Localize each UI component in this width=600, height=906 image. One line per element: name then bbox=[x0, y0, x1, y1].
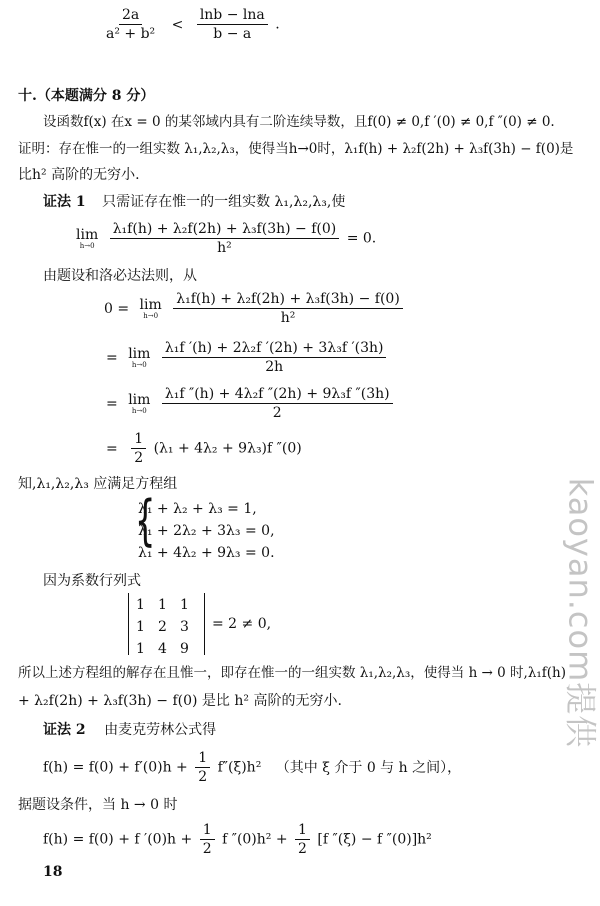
limit: lim h→0 bbox=[128, 391, 151, 415]
fraction: $\frac{1}{2}$ bbox=[295, 823, 310, 856]
lhopital-line-3: = lim h→0 $\frac{\text{λ₁f ″(h) + 4λ₂f ″(2h) + 9λ₃f ″(3h)}}{2}$ bbox=[106, 387, 396, 420]
proof1-intro: 证法 1 只需证存在惟一的一组实数 λ₁,λ₂,λ₃,使 bbox=[43, 194, 346, 210]
proof1-limit-equation: lim h→0 $\frac{\text{λ₁f(h) + λ₂f(2h) + λ₃f(3h) − f(0)}}{\text{h²}}$ = 0. bbox=[76, 221, 377, 256]
determinant: 1 1 1 1 2 3 1 4 9 = 2 ≠ 0, bbox=[128, 593, 210, 661]
watermark: kaoyan.com提供 bbox=[561, 477, 600, 749]
problem-paragraph-3: 比h² 高阶的无穷小. bbox=[18, 167, 140, 183]
expansion-formula: f(h) = f(0) + f ′(0)h + $\frac{1}{2}$ f ″(0)h² + $\frac{1}{2}$ [f ″(ξ) − f ″(0)]h² bbox=[43, 822, 432, 857]
conclusion-line-2: + λ₂f(2h) + λ₃f(3h) − f(0) 是比 h² 高阶的无穷小. bbox=[18, 693, 342, 709]
determinant-grid: 1 1 1 1 2 3 1 4 9 bbox=[136, 597, 189, 657]
fraction: $\frac{1}{2}$ bbox=[131, 432, 146, 465]
limit: lim h→0 bbox=[76, 226, 99, 250]
fraction: $\frac{\text{λ₁f(h) + λ₂f(2h) + λ₃f(3h) − f(0)}}{\text{h²}}$ bbox=[173, 292, 403, 325]
fraction: $\frac{\text{λ₁f ′(h) + 2λ₂f ′(2h) + 3λ₃f ′(3h)}}{2h}$ bbox=[162, 341, 387, 374]
limit: lim h→0 bbox=[139, 296, 162, 320]
fraction: $\frac{\text{λ₁f(h) + λ₂f(2h) + λ₃f(3h) − f(0)}}{\text{h²}}$ bbox=[110, 222, 340, 255]
page-number: 18 bbox=[43, 864, 63, 880]
section-heading: 十.（本题满分 8 分） bbox=[18, 88, 155, 104]
fraction: $\frac{\ln b - \ln a}{b - a}$ bbox=[197, 8, 268, 41]
fraction: $\frac{\text{λ₁f ″(h) + 4λ₂f ″(2h) + 9λ₃f ″(3h)}}{2}$ bbox=[162, 387, 393, 420]
lhopital-line-2: = lim h→0 $\frac{\text{λ₁f ′(h) + 2λ₂f ′(2h) + 3λ₃f ′(3h)}}{2h}$ bbox=[106, 341, 389, 374]
maclaurin-formula: f(h) = f(0) + f′(0)h + $\frac{1}{2}$ f″(ξ)h² （其中 ξ 介于 0 与 h 之间）， bbox=[43, 750, 462, 785]
conclusion-line-1: 所以上述方程组的解存在且惟一，即存在惟一的一组实数 λ₁,λ₂,λ₃，使得当 h → 0 时,λ₁f(h) bbox=[18, 665, 567, 681]
determinant-intro: 因为系数行列式 bbox=[43, 573, 141, 589]
brace: { bbox=[134, 489, 156, 552]
system-intro: 知,λ₁,λ₂,λ₃ 应满足方程组 bbox=[18, 476, 178, 492]
fraction: $\frac{2a}{\text{a² + b²}}$ bbox=[106, 7, 156, 42]
fraction: $\frac{1}{2}$ bbox=[195, 751, 210, 784]
equation-system: { λ₁ + λ₂ + λ₃ = 1, λ₁ + 2λ₂ + 3λ₃ = 0, λ₁ + 4λ₂ + 9λ₃ = 0. bbox=[134, 489, 275, 561]
lhopital-line-4: = $\frac{1}{2}$ (λ₁ + 4λ₂ + 9λ₃)f ″(0) bbox=[106, 431, 302, 466]
condition-line: 据题设条件，当 h → 0 时 bbox=[18, 797, 178, 813]
determinant-bar bbox=[204, 593, 205, 655]
fraction: $\frac{1}{2}$ bbox=[200, 823, 215, 856]
proof1-rule: 由题设和洛必达法则，从 bbox=[43, 268, 197, 284]
problem-paragraph-1: 设函数f(x) 在x = 0 的某邻域内具有二阶连续导数，且f(0) ≠ 0,f ′(0) ≠ 0,f ″(0) ≠ 0. bbox=[43, 114, 555, 130]
top-inequality: $\frac{2a}{\text{a² + b²}}$ < $\frac{\ln b - \ln a}{b - a}$ . bbox=[100, 8, 280, 41]
proof2-intro: 证法 2 由麦克劳林公式得 bbox=[43, 722, 217, 738]
problem-paragraph-2: 证明：存在惟一的一组实数 λ₁,λ₂,λ₃，使得当h→0时，λ₁f(h) + λ₂f(2h) + λ₃f(3h) − f(0)是 bbox=[18, 141, 574, 157]
lhopital-line-1: 0 = lim h→0 $\frac{\text{λ₁f(h) + λ₂f(2h) + λ₃f(3h) − f(0)}}{\text{h²}}$ bbox=[104, 292, 406, 325]
determinant-bar bbox=[128, 593, 129, 655]
limit: lim h→0 bbox=[128, 345, 151, 369]
